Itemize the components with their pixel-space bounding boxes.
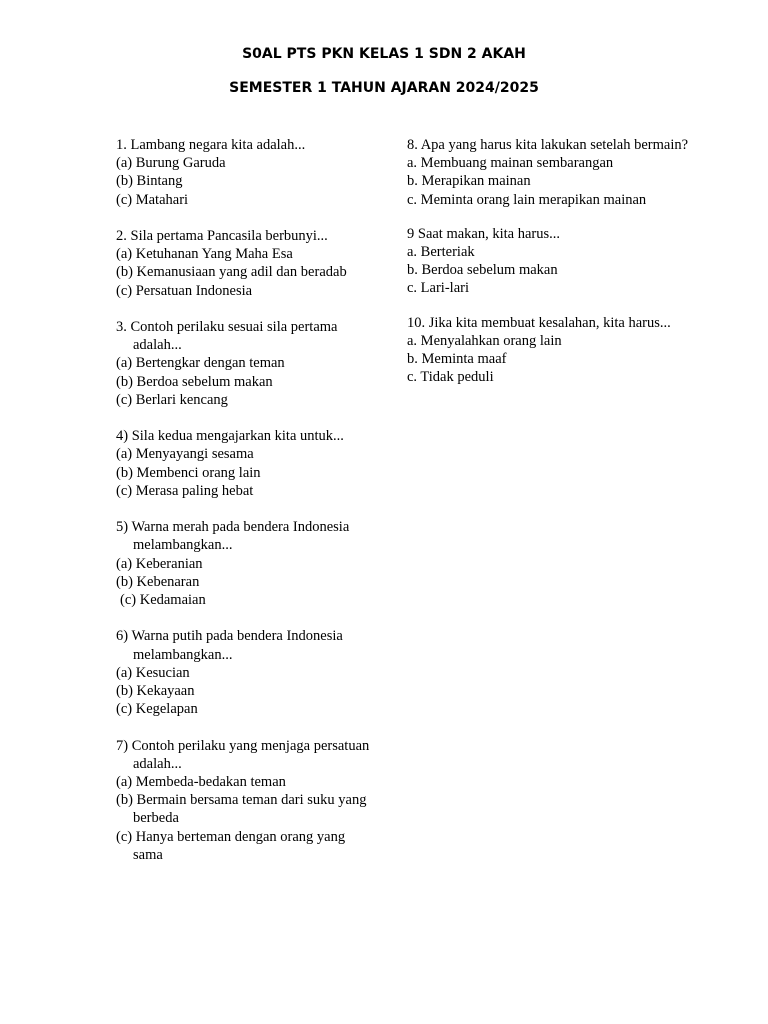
question-6 [116, 627, 376, 718]
question-text: 8. Apa yang harus kita lakukan setelah bermain? [407, 137, 689, 153]
option-c: (c) Matahari [116, 191, 189, 208]
question-8 [407, 136, 727, 209]
option-c: c. Tidak peduli [407, 369, 494, 386]
question-9 [407, 225, 727, 298]
option-b: (b) Bintang [116, 173, 183, 190]
page-title: S0AL PTS PKN KELAS 1 SDN 2 AKAH [242, 46, 526, 62]
option-a: (a) Bertengkar dengan teman [116, 355, 285, 372]
option-c: c. Lari-lari [407, 280, 469, 297]
option-c: (c) Hanya berteman dengan orang yang sama [116, 828, 346, 863]
option-b: b. Meminta maaf [407, 351, 507, 368]
page-subtitle: SEMESTER 1 TAHUN AJARAN 2024/2025 [229, 80, 539, 96]
option-a: (a) Keberanian [116, 555, 203, 572]
question-text: 7) Contoh perilaku yang menjaga persatuan adalah... [116, 737, 370, 772]
option-a: a. Membuang mainan sembarangan [407, 155, 614, 172]
option-b: (b) Membenci orang lain [116, 464, 261, 481]
question-text: 10. Jika kita membuat kesalahan, kita harus... [407, 314, 671, 331]
option-a: a. Menyalahkan orang lain [407, 332, 562, 349]
option-b: (b) Kemanusiaan yang adil dan beradab [116, 264, 347, 281]
option-b: b. Berdoa sebelum makan [407, 262, 558, 279]
option-a: (a) Burung Garuda [116, 155, 226, 172]
option-a: (a) Ketuhanan Yang Maha Esa [116, 246, 293, 263]
question-text: 3. Contoh perilaku sesuai sila pertama adalah... [116, 319, 338, 354]
question-5 [116, 518, 376, 609]
questions-right-column [407, 136, 727, 402]
option-c: c. Meminta orang lain merapikan mainan [407, 191, 647, 208]
question-text: 6) Warna putih pada bendera Indonesia melambangkan... [116, 628, 343, 663]
question-text: 9 Saat makan, kita harus... [407, 225, 561, 242]
question-text: 4) Sila kedua mengajarkan kita untuk... [116, 428, 344, 445]
option-b: (b) Kekayaan [116, 683, 195, 700]
question-text: 2. Sila pertama Pancasila berbunyi... [116, 228, 328, 244]
question-text: 5) Warna merah pada bendera Indonesia melambangkan... [116, 519, 350, 554]
option-a: a. Berteriak [407, 244, 475, 261]
question-text: 1. Lambang negara kita adalah... [116, 137, 306, 153]
option-b: b. Merapikan mainan [407, 173, 531, 190]
option-c: (c) Kegelapan [116, 701, 198, 718]
question-10 [407, 314, 727, 387]
question-3 [116, 318, 376, 409]
option-b: (b) Bermain bersama teman dari suku yang berbeda [116, 792, 367, 827]
question-1 [116, 136, 376, 209]
questions-left-column [116, 136, 376, 882]
option-c: (c) Berlari kencang [116, 391, 228, 408]
option-c: (c) Persatuan Indonesia [116, 282, 253, 299]
question-4 [116, 427, 376, 500]
option-b: (b) Berdoa sebelum makan [116, 373, 273, 390]
option-b: (b) Kebenaran [116, 573, 200, 590]
option-a: (a) Menyayangi sesama [116, 446, 254, 463]
option-c: (c) Kedamaian [120, 592, 206, 609]
question-2 [116, 227, 376, 300]
question-7 [116, 737, 376, 864]
option-a: (a) Kesucian [116, 664, 190, 681]
option-a: (a) Membeda-bedakan teman [116, 774, 286, 791]
option-c: (c) Merasa paling hebat [116, 482, 254, 499]
